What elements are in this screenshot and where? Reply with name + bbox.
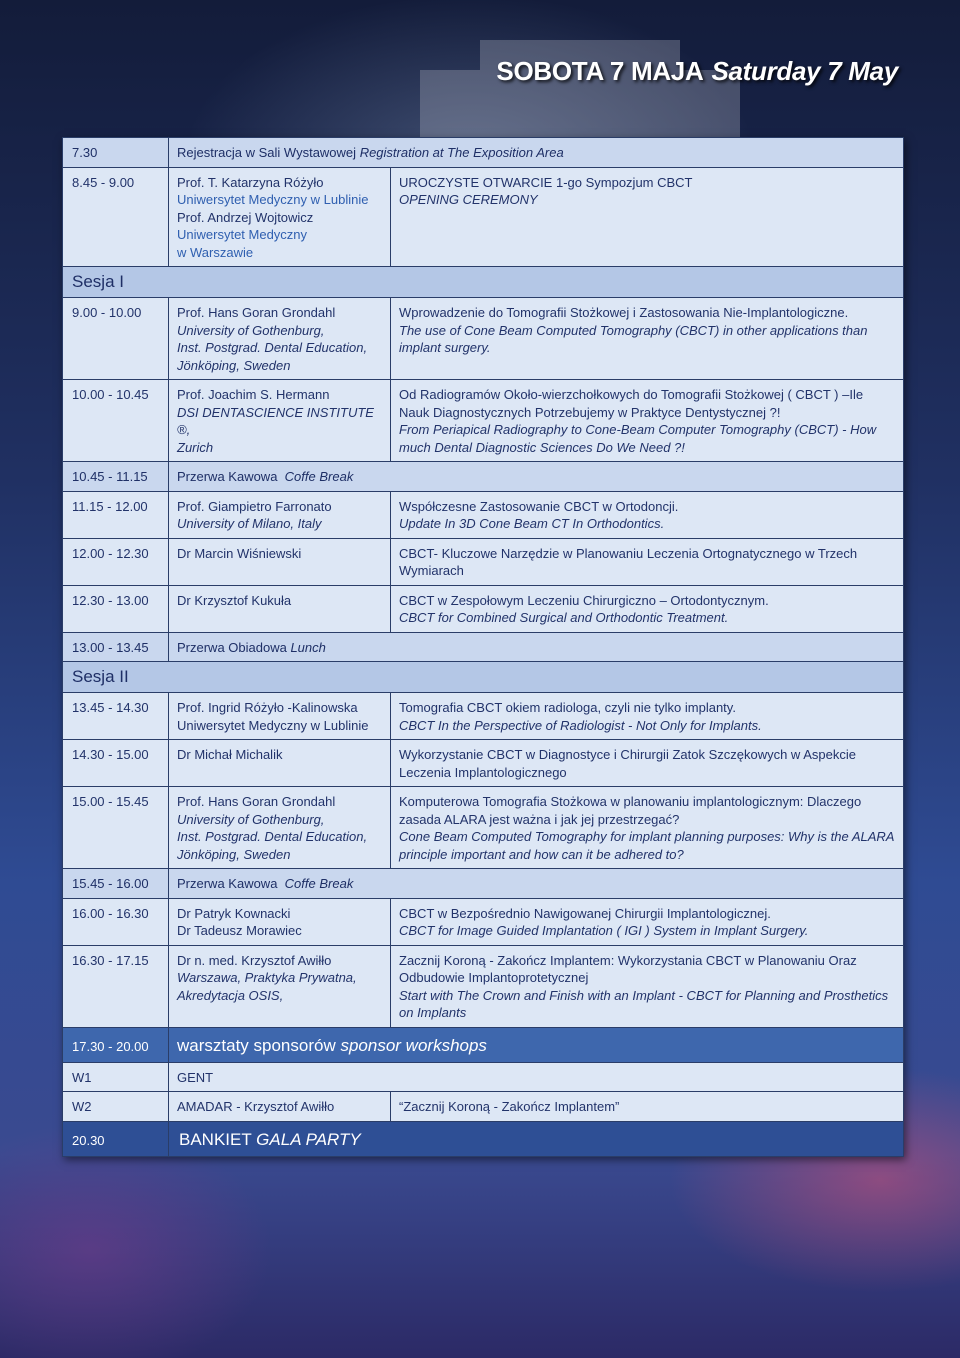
topic-cell: CBCT w Bezpośrednio Nawigowanej Chirurgii Implantologicznej. CBCT for Image Guided Implantation ( IGI ) System in Implant Surgery. [399, 905, 809, 938]
topic-cell: Wprowadzenie do Tomografii Stożkowej i Zastosowania Nie-Implantologiczne. The use of Cone Beam Computed Tomography (CBCT) in other applications than implant surgery. [399, 305, 868, 355]
topic-cell: Od Radiogramów Około-wierzchołkowych do Tomografii Stożkowej ( CBCT ) –Ile Nauk Diagnostycznych Potrzebujemy w Praktyce Dentystycznej ?! From Periapical Radiography to Cone-Beam Computer Tomography (CBCT) - How much Dental Diagnostic Sciences Do We Need ?! [399, 387, 877, 455]
table-row [62, 693, 904, 740]
time-cell: 14.30 - 15.00 [63, 740, 169, 786]
time-cell: 16.30 - 17.15 [63, 946, 169, 1027]
event-cell: Rejestracja w Sali Wystawowej Registration at The Exposition Area [177, 145, 564, 160]
table-row [62, 899, 904, 946]
table-row [62, 946, 904, 1028]
topic-cell: Komputerowa Tomografia Stożkowa w planowaniu implantologicznym: Dlaczego zasada ALARA jest ważna i jak jej przestrzegać? Cone Beam Computed Tomography for implant planning purposes: Why is the ALARA principle important and how can it be adhered to? [399, 794, 894, 862]
time-cell: 10.00 - 10.45 [63, 380, 169, 461]
topic-cell: Współczesne Zastosowanie CBCT w Ortodoncji. Update In 3D Cone Beam CT In Orthodontics. [399, 498, 679, 531]
table-row [62, 168, 904, 268]
time-cell: 20.30 [63, 1122, 169, 1156]
workshops-title: warsztaty sponsorów sponsor workshops [177, 1035, 487, 1055]
time-cell: 9.00 - 10.00 [63, 298, 169, 379]
table-row [62, 740, 904, 787]
topic-cell: Zacznij Koroną - Zakończ Implantem: Wykorzystania CBCT w Planowaniu Oraz Odbudowie Implantoprotetycznej Start with The Crown and Finish with an Implant - CBCT for Planning and Prosthetics on Implants [399, 952, 889, 1020]
workshop-topic: “Zacznij Koroną - Zakończ Implantem” [399, 1099, 620, 1114]
workshop-name: GENT [177, 1069, 214, 1085]
workshop-row [62, 1092, 904, 1122]
speaker-cell: Prof. Giampietro Farronato University of Milano, Italy [169, 492, 391, 538]
time-cell: 7.30 [63, 138, 169, 167]
time-cell: 13.00 - 13.45 [63, 633, 169, 662]
section-header: Sesja I [62, 267, 904, 298]
event-cell: Przerwa Obiadowa Lunch [177, 639, 326, 655]
workshop-row [62, 1063, 904, 1093]
time-cell: 15.45 - 16.00 [63, 869, 169, 898]
event-cell: Przerwa Kawowa Coffe Break [177, 876, 354, 891]
topic-cell: CBCT- Kluczowe Narzędzie w Planowaniu Leczenia Ortognatycznego w Trzech Wymiarach [399, 545, 858, 578]
topic-cell: CBCT w Zespołowym Leczeniu Chirurgiczno – Ortodontycznym. CBCT for Combined Surgical and Orthodontic Treatment. [399, 592, 769, 625]
workshop-code: W1 [63, 1063, 169, 1092]
banquet-title: BANKIET GALA PARTY [179, 1129, 361, 1149]
time-cell: 16.00 - 16.30 [63, 899, 169, 945]
section-header: Sesja II [62, 662, 904, 693]
speaker-cell: Prof. Hans Goran Grondahl University of Gothenburg, Inst. Postgrad. Dental Education, Jönköping, Sweden [169, 787, 391, 868]
workshop-code: W2 [63, 1092, 169, 1121]
topic-cell: Tomografia CBCT okiem radiologa, czyli nie tylko implanty. CBCT In the Perspective of Radiologist - Not Only for Implants. [399, 700, 762, 733]
topic-cell: Wykorzystanie CBCT w Diagnostyce i Chirurgii Zatok Szczękowych w Aspekcie Leczenia Implantologicznego [399, 747, 856, 780]
schedule-table [62, 137, 904, 1157]
table-row [62, 633, 904, 663]
time-cell: 8.45 - 9.00 [63, 168, 169, 267]
time-cell: 17.30 - 20.00 [63, 1028, 169, 1062]
speaker-cell: Prof. Ingrid Różyło -Kalinowska Uniwersytet Medyczny w Lublinie [169, 693, 391, 739]
title-polish: SOBOTA 7 MAJA [496, 56, 704, 86]
time-cell: 15.00 - 15.45 [63, 787, 169, 868]
workshop-name: AMADAR - Krzysztof Awiłło [169, 1092, 391, 1121]
speaker-cell: Prof. T. Katarzyna Różyło Uniwersytet Medyczny w Lublinie Prof. Andrzej Wojtowicz Uniwersytet Medyczny w Warszawie [169, 168, 391, 267]
time-cell: 10.45 - 11.15 [63, 462, 169, 491]
time-cell: 12.30 - 13.00 [63, 586, 169, 632]
workshops-row [62, 1028, 904, 1063]
speaker-cell: Prof. Hans Goran Grondahl University of Gothenburg, Inst. Postgrad. Dental Education, Jönköping, Sweden [169, 298, 391, 379]
table-row [62, 137, 904, 168]
speaker-cell: Dr Krzysztof Kukuła [169, 586, 391, 632]
title-english: Saturday 7 May [711, 56, 898, 86]
table-row [62, 492, 904, 539]
speaker-cell: Dr Marcin Wiśniewski [169, 539, 391, 585]
table-row [62, 586, 904, 633]
table-row [62, 462, 904, 492]
event-cell: Przerwa Kawowa Coffe Break [177, 469, 354, 484]
speaker-cell: Dr Michał Michalik [169, 740, 391, 786]
table-row [62, 787, 904, 869]
time-cell: 13.45 - 14.30 [63, 693, 169, 739]
table-row [62, 298, 904, 380]
page-title [0, 56, 898, 87]
time-cell: 12.00 - 12.30 [63, 539, 169, 585]
topic-cell: UROCZYSTE OTWARCIE 1-go Sympozjum CBCT OPENING CEREMONY [399, 174, 693, 207]
speaker-cell: Dr Patryk Kownacki Dr Tadeusz Morawiec [169, 899, 391, 945]
table-row [62, 380, 904, 462]
speaker-cell: Prof. Joachim S. Hermann DSI DENTASCIENCE INSTITUTE ®, Zurich [169, 380, 391, 461]
banquet-row [62, 1122, 904, 1157]
table-row [62, 869, 904, 899]
time-cell: 11.15 - 12.00 [63, 492, 169, 538]
speaker-cell: Dr n. med. Krzysztof Awiłło Warszawa, Praktyka Prywatna, Akredytacja OSIS, [169, 946, 391, 1027]
table-row [62, 539, 904, 586]
